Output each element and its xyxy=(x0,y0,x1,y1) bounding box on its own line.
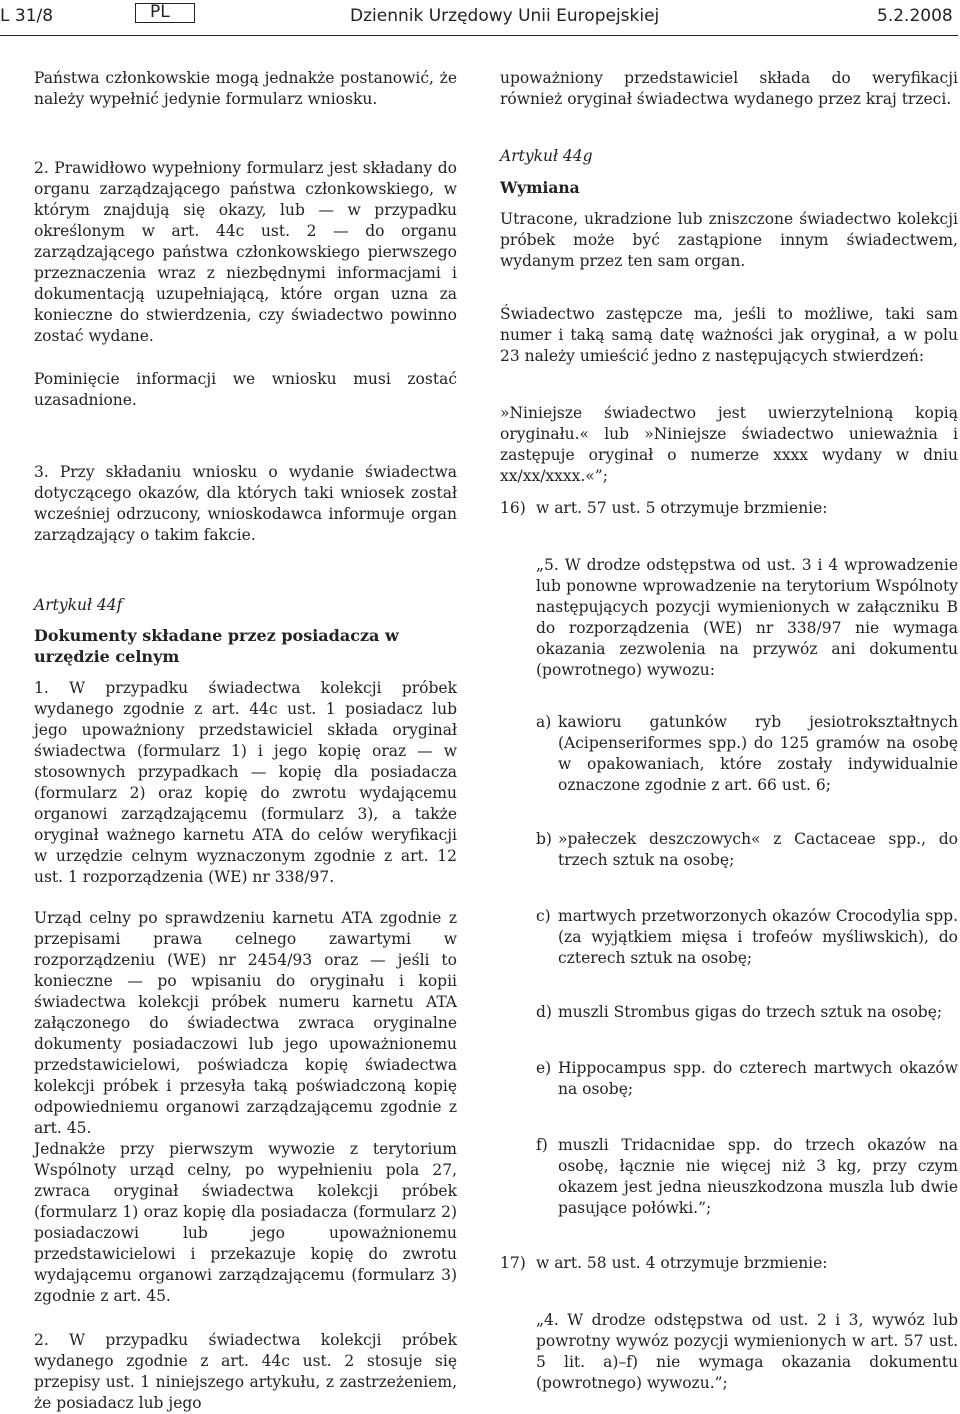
paragraph: Jednakże przy pierwszym wywozie z terytorium Wspólnoty urząd celny, po wypełnieniu pola 27, zwraca oryginał świadectwa kolekcji próbek (formularz 1) oraz kopię dla posiadacza (formularz 2) posiadaczowi lub jego upoważnionemu przedstawicielowi i przekazuje kopię do zwrotu wydającemu organowi zarządzającemu (formularz 3) zgodnie z art. 45. xyxy=(34,1140,457,1305)
list-item-label: d) xyxy=(536,1003,552,1021)
list-item-text: Hippocampus spp. do czterech martwych okazów na osobę; xyxy=(558,1059,958,1098)
item-text: w art. 58 ust. 4 otrzymuje brzmienie: xyxy=(536,1254,828,1272)
article-title: Wymiana xyxy=(500,178,580,197)
item-text: w art. 57 ust. 5 otrzymuje brzmienie: xyxy=(536,499,828,517)
list-item xyxy=(536,1135,958,1219)
list-item-label: c) xyxy=(536,907,551,925)
header-rule xyxy=(0,35,958,36)
article-number: Artykuł 44g xyxy=(500,147,593,165)
paragraph: 2. W przypadku świadectwa kolekcji próbek wydanego zgodnie z art. 44c ust. 2 stosuje się przepisy ust. 1 niniejszego artykułu, z zastrzeżeniem, że posiadacz lub jego xyxy=(34,1331,457,1412)
list-item xyxy=(536,1002,958,1023)
journal-title: Dziennik Urzędowy Unii Europejskiej xyxy=(350,6,660,26)
publication-date: 5.2.2008 xyxy=(877,6,953,26)
amendment-16 xyxy=(500,498,958,519)
paragraph: Pominięcie informacji we wniosku musi zostać uzasadnione. xyxy=(34,370,457,409)
paragraph: 2. Prawidłowo wypełniony formularz jest składany do organu zarządzającego państwa członkowskiego, w którym znajdują się okazy, lub — w przypadku określonym w art. 44c ust. 2 — do organu zarządzającego państwa członkowskiego pierwszego przeznaczenia wraz z niezbędnymi informacjami i dokumentacją uzupełniającą, które organ uzna za konieczne do stwierdzenia, czy świadectwo powinno zostać wydane. xyxy=(34,159,457,345)
quoted-paragraph: „4. W drodze odstępstwa od ust. 2 i 3, wywóz lub powrotny wywóz pozycji wymienionych w art. 57 ust. 5 lit. a)–f) nie wymaga okazania dokumentu (powrotnego) wywozu.”; xyxy=(536,1311,958,1392)
paragraph: 3. Przy składaniu wniosku o wydanie świadectwa dotyczącego okazów, dla których taki wniosek został wcześniej odrzucony, wnioskodawca informuje organ zarządzający o takim fakcie. xyxy=(34,463,457,544)
list-item-label: e) xyxy=(536,1059,552,1077)
list-item xyxy=(536,1058,958,1100)
paragraph: Państwa członkowskie mogą jednakże postanowić, że należy wypełnić jedynie formularz wniosku. xyxy=(34,69,457,108)
page-number: L 31/8 xyxy=(0,6,54,26)
paragraph: Urząd celny po sprawdzeniu karnetu ATA zgodnie z przepisami prawa celnego zawartymi w rozporządzeniu (WE) nr 2454/93 oraz — jeśli to konieczne — po wpisaniu do oryginału i kopii świadectwa kolekcji próbek numeru karnetu ATA załączonego do świadectwa zwraca oryginalne dokumenty posiadaczowi lub jego upoważnionemu przedstawicielowi, poświadcza kopię świadectwa kolekcji próbek i przesyła taką poświadczoną kopię odpowiedniemu organowi zarządzającemu zgodnie z art. 45. xyxy=(34,909,457,1137)
paragraph: 1. W przypadku świadectwa kolekcji próbek wydanego zgodnie z art. 44c ust. 1 posiadacz lub jego upoważniony przedstawiciel składa oryginał świadectwa (formularz 1) i jego kopię oraz — w stosownych przypadkach — kopię dla posiadacza (formularz 2) oraz kopię do zwrotu wydającemu organowi zarządzającemu (formularz 3), a także oryginał ważnego karnetu ATA do celów weryfikacji w urzędzie celnym wyznaczonym zgodnie z art. 12 ust. 1 rozporządzenia (WE) nr 338/97. xyxy=(34,679,457,886)
language-code: PL xyxy=(135,3,195,23)
list-item xyxy=(536,712,958,796)
list-item-text: muszli Tridacnidae spp. do trzech okazów na osobę, łącznie nie więcej niż 3 kg, przy czym okazem jest jedna nieuszkodzona muszla lub dwie pasujące połówki.”; xyxy=(558,1136,958,1217)
paragraph: Świadectwo zastępcze ma, jeśli to możliwe, taki sam numer i taką samą datę ważności jak oryginał, a w polu 23 należy umieścić jedno z następujących stwierdzeń: xyxy=(500,305,958,365)
list-item-text: muszli Strombus gigas do trzech sztuk na osobę; xyxy=(558,1003,943,1021)
article-title: Dokumenty składane przez posiadacza w urzędzie celnym xyxy=(34,626,399,666)
amendment-17 xyxy=(500,1253,958,1274)
paragraph: »Niniejsze świadectwo jest uwierzytelnioną kopią oryginału.« lub »Niniejsze świadectwo unieważnia i zastępuje oryginał o numerze xxxx wydany w dniu xx/xx/xxxx.«”; xyxy=(500,404,958,485)
item-number: 16) xyxy=(500,499,526,517)
page-header xyxy=(0,0,960,38)
list-item xyxy=(536,829,958,871)
list-item-label: b) xyxy=(536,830,552,848)
article-number: Artykuł 44f xyxy=(34,596,123,614)
list-item-label: a) xyxy=(536,713,552,731)
list-item-text: kawioru gatunków ryb jesiotrokształtnych (Acipenseriformes spp.) do 125 gramów na osobę w opakowaniach, które zostały indywidualnie oznaczone zgodnie z art. 66 ust. 6; xyxy=(558,713,958,794)
item-number: 17) xyxy=(500,1254,526,1272)
paragraph: Utracone, ukradzione lub zniszczone świadectwo kolekcji próbek może być zastąpione innym świadectwem, wydanym przez ten sam organ. xyxy=(500,210,958,270)
quoted-paragraph: „5. W drodze odstępstwa od ust. 3 i 4 wprowadzenie lub ponowne wprowadzenie na terytorium Wspólnoty następujących pozycji wymienionych w załączniku B do rozporządzenia (WE) nr 338/97 nie wymaga okazania zezwolenia na przywóz ani dokumentu (powrotnego) wywozu: xyxy=(536,556,958,679)
paragraph: upoważniony przedstawiciel składa do weryfikacji również oryginał świadectwa wydanego przez kraj trzeci. xyxy=(500,69,958,108)
list-item-label: f) xyxy=(536,1136,548,1154)
list-item xyxy=(536,906,958,969)
list-item-text: »pałeczek deszczowych« z Cactaceae spp., do trzech sztuk na osobę; xyxy=(558,830,958,869)
list-item-text: martwych przetworzonych okazów Crocodylia spp. (za wyjątkiem mięsa i trofeów myśliwskich), do czterech sztuk na osobę; xyxy=(558,907,958,967)
